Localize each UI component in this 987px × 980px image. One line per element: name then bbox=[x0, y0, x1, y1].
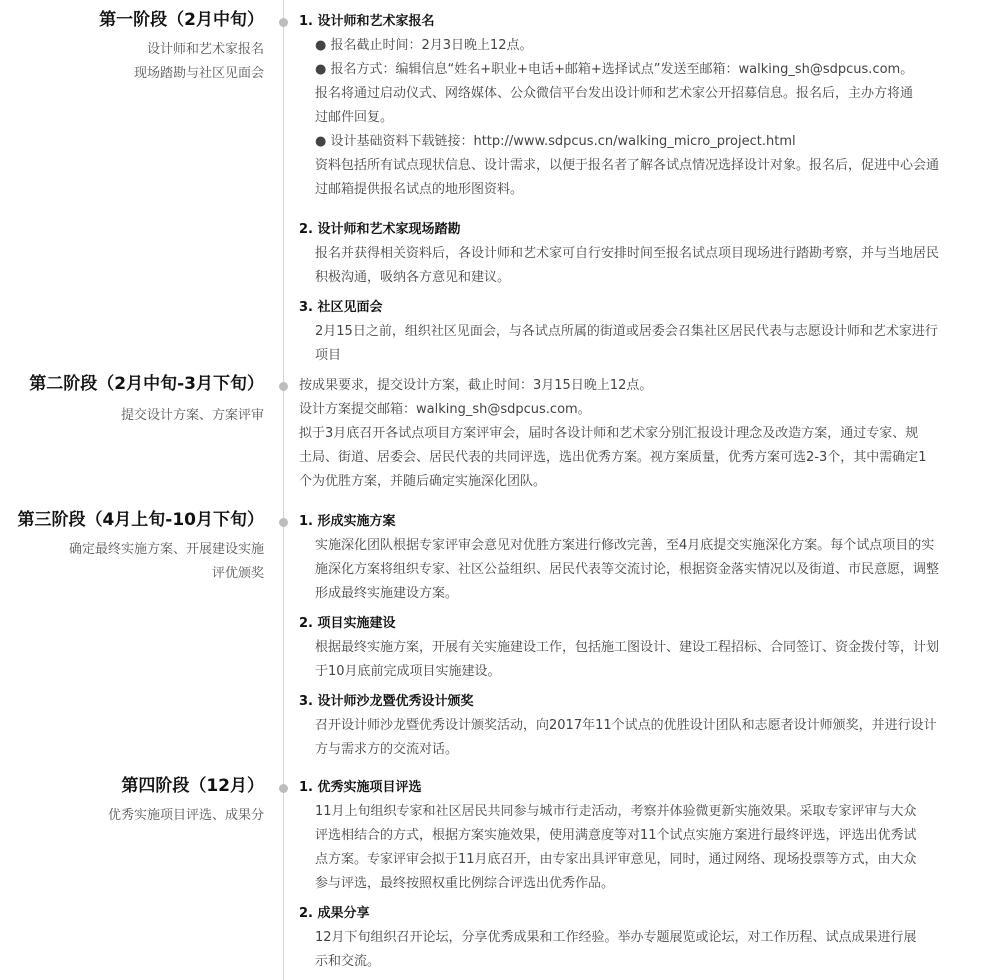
phase-2-content bbox=[299, 374, 987, 494]
text-line: 拟于3月底召开各试点项目方案评审会，届时各设计师和艺术家分别汇报设计理念及改造方案，通过专家、规 bbox=[299, 426, 919, 441]
text-line: 形成最终实施建设方案。 bbox=[315, 586, 459, 601]
text-line: 施深化方案将组织专家、社区公益组织、居民代表等交流讨论，根据资金落实情况以及街道、市民意愿，调整 bbox=[315, 562, 940, 577]
section-title: 3. 设计师沙龙暨优秀设计颁奖 bbox=[299, 694, 474, 709]
text-line: 评选相结合的方式，根据方案实施效果，使用满意度等对11个试点实施方案进行最终评选，评选出优秀试 bbox=[315, 828, 917, 843]
section bbox=[299, 296, 987, 368]
text-line: 按成果要求，提交设计方案，截止时间：3月15日晚上12点。 bbox=[299, 378, 653, 393]
text-line: 12月下旬组织召开论坛，分享优秀成果和工作经验。举办专题展览或论坛，对工作历程、试点成果进行展 bbox=[315, 930, 917, 945]
section-title: 2. 设计师和艺术家现场踏勘 bbox=[299, 222, 461, 237]
phase-3-content bbox=[299, 510, 987, 762]
text-line: 点方案。专家评审会拟于11月底召开，由专家出具评审意见，同时，通过网络、现场投票等方式，由大众 bbox=[315, 852, 917, 867]
phase-4-content bbox=[299, 776, 987, 974]
section bbox=[299, 612, 987, 684]
phase-2-header bbox=[0, 374, 264, 428]
text-line: 参与评选，最终按照权重比例综合评选出优秀作品。 bbox=[315, 876, 615, 891]
text-line: 于10月底前完成项目实施建设。 bbox=[315, 664, 501, 679]
phase-desc-line: 现场踏勘与社区见面会 bbox=[133, 66, 264, 81]
section-title: 1. 优秀实施项目评选 bbox=[299, 780, 422, 795]
phase-4-header bbox=[0, 776, 264, 828]
text-line: ● 报名截止时间：2月3日晚上12点。 bbox=[315, 38, 533, 53]
text-line: 设计方案提交邮箱：walking_sh@sdpcus.com。 bbox=[299, 402, 591, 417]
section bbox=[299, 10, 987, 202]
section-title: 1. 设计师和艺术家报名 bbox=[299, 14, 435, 29]
text-line: 报名将通过启动仪式、网络媒体、公众微信平台发出设计师和艺术家公开招募信息。报名后，主办方将通 bbox=[315, 86, 914, 101]
section-title: 1. 形成实施方案 bbox=[299, 514, 396, 529]
section bbox=[299, 218, 987, 290]
timeline-dot bbox=[279, 518, 288, 527]
phase-1-content bbox=[299, 10, 987, 368]
text-line: 过邮件回复。 bbox=[315, 110, 394, 125]
timeline-dot bbox=[279, 382, 288, 391]
text-line: 个为优胜方案，并随后确定实施深化团队。 bbox=[299, 474, 547, 489]
text-line: 2月15日之前，组织社区见面会，与各试点所属的街道或居委会召集社区居民代表与志愿设计师和艺术家进行 bbox=[315, 324, 938, 339]
section bbox=[299, 776, 987, 896]
phase-desc-line: 评优颁奖 bbox=[211, 566, 264, 581]
phase-3-header bbox=[0, 510, 264, 586]
text-line: 报名并获得相关资料后，各设计师和艺术家可自行安排时间至报名试点项目现场进行踏勘考察，并与当地居民 bbox=[315, 246, 940, 261]
timeline-line bbox=[283, 0, 284, 980]
timeline-dot bbox=[279, 784, 288, 793]
text-line: 根据最终实施方案，开展有关实施建设工作，包括施工图设计、建设工程招标、合同签订、资金拨付等，计划 bbox=[315, 640, 940, 655]
text-line: 11月上旬组织专家和社区居民共同参与城市行走活动，考察并体验微更新实施效果。采取专家评审与大众 bbox=[315, 804, 917, 819]
text-line: 资料包括所有试点现状信息、设计需求，以便于报名者了解各试点情况选择设计对象。报名后，促进中心会通 bbox=[315, 158, 940, 173]
text-line: 示和交流。 bbox=[315, 954, 381, 969]
phase-title: 第二阶段（2月中旬-3月下旬） bbox=[29, 374, 264, 394]
text-line: 实施深化团队根据专家评审会意见对优胜方案进行修改完善，至4月底提交实施深化方案。每个试点项目的实 bbox=[315, 538, 935, 553]
phase-desc-line: 提交设计方案、方案评审 bbox=[120, 408, 264, 423]
phase-title: 第四阶段（12月） bbox=[121, 776, 264, 796]
phase-title: 第三阶段（4月上旬-10月下旬） bbox=[17, 510, 264, 530]
section bbox=[299, 510, 987, 606]
section-title: 3. 社区见面会 bbox=[299, 300, 383, 315]
text-line: 召开设计师沙龙暨优秀设计颁奖活动，向2017年11个试点的优胜设计团队和志愿者设计师颁奖，并进行设计 bbox=[315, 718, 937, 733]
phase-title: 第一阶段（2月中旬） bbox=[99, 10, 264, 30]
phase-1-header bbox=[0, 10, 264, 86]
phase-desc-line: 确定最终实施方案、开展建设实施 bbox=[68, 542, 264, 557]
section bbox=[299, 902, 987, 974]
text-line: 积极沟通，吸纳各方意见和建议。 bbox=[315, 270, 511, 285]
section-title: 2. 项目实施建设 bbox=[299, 616, 396, 631]
section-title: 2. 成果分享 bbox=[299, 906, 370, 921]
section bbox=[299, 690, 987, 762]
text-line: 土局、街道、居委会、居民代表的共同评选，选出优秀方案。视方案质量，优秀方案可选2-3个，其中需确定1 bbox=[299, 450, 927, 465]
text-line: ● 设计基础资料下载链接：http://www.sdpcus.cn/walking_micro_project.html bbox=[315, 134, 796, 149]
text-line: 方与需求方的交流对话。 bbox=[315, 742, 459, 757]
phase-desc-line: 优秀实施项目评选、成果分 bbox=[107, 808, 264, 823]
text-line: 过邮箱提供报名试点的地形图资料。 bbox=[315, 182, 524, 197]
text-line: 项目 bbox=[315, 348, 342, 363]
text-line: ● 报名方式：编辑信息“姓名+职业+电话+邮箱+选择试点”发送至邮箱：walking_sh@sdpcus.com。 bbox=[315, 62, 914, 77]
phase-desc-line: 设计师和艺术家报名 bbox=[146, 42, 264, 57]
timeline-dot bbox=[279, 18, 288, 27]
